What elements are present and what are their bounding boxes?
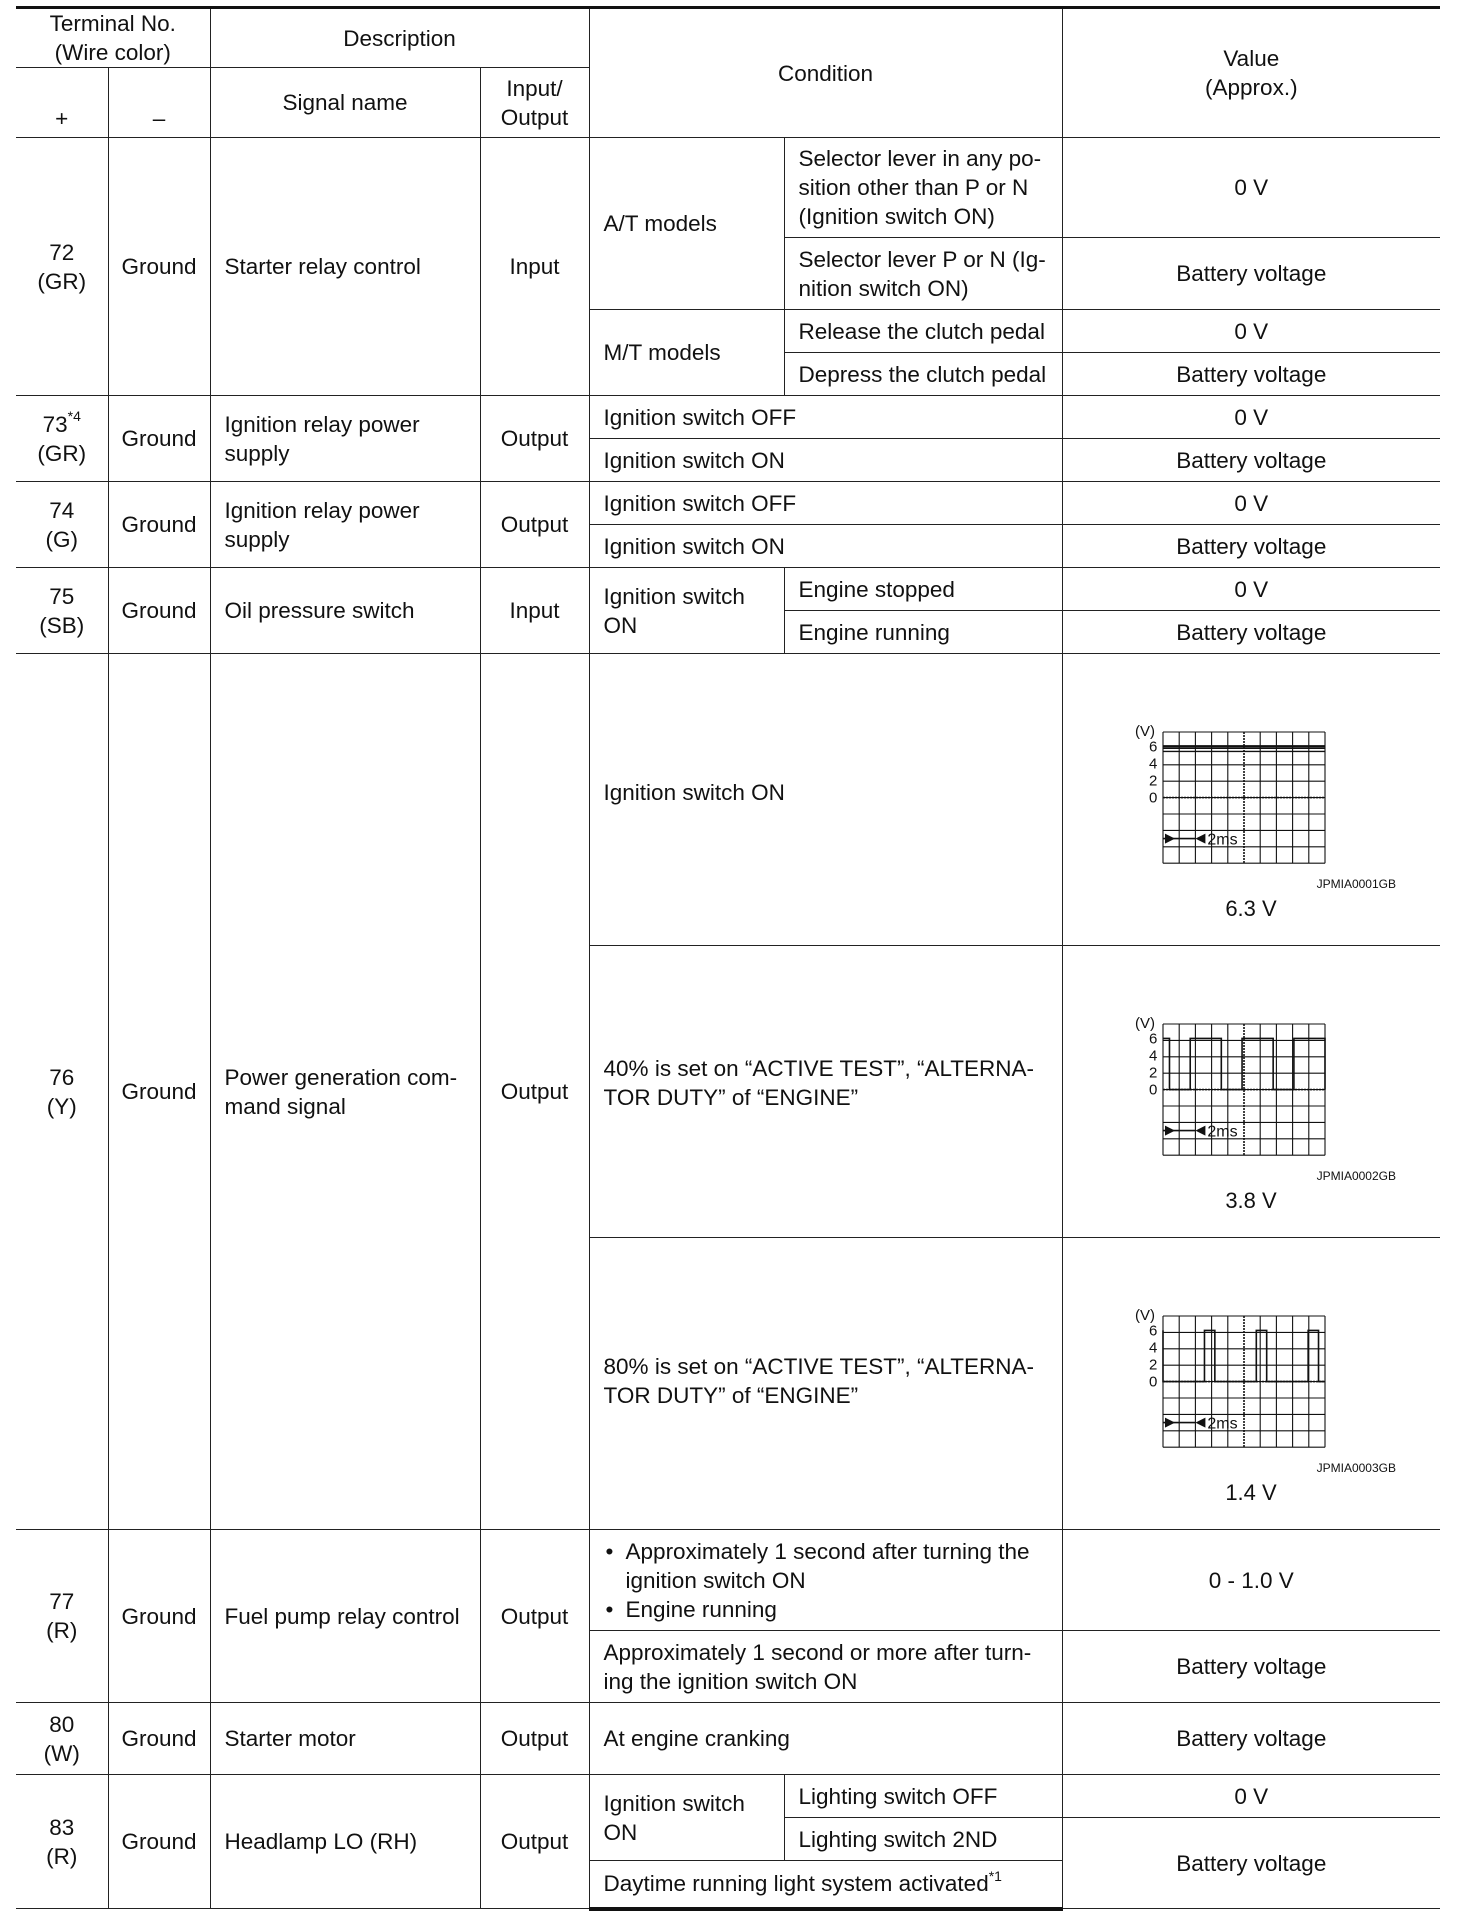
axis-labels bbox=[1135, 1307, 1157, 1391]
value-74-2: Battery voltage bbox=[1062, 525, 1440, 568]
at-condition-1: Selector lever in any po- sition other than P or N (Ignition switch ON) bbox=[784, 138, 1062, 238]
value-83-1: 0 V bbox=[1062, 1775, 1440, 1818]
value-75-2: Battery voltage bbox=[1062, 611, 1440, 654]
mt-value-1: 0 V bbox=[1062, 310, 1440, 353]
condition-74-2: Ignition switch ON bbox=[589, 525, 1062, 568]
signal-80: Starter motor bbox=[210, 1703, 480, 1775]
axis-tick-label: 2 bbox=[1149, 772, 1158, 790]
signal-72: Starter relay control bbox=[210, 138, 480, 396]
terminal-83: 83 (R) bbox=[16, 1775, 108, 1909]
value-75-1: 0 V bbox=[1062, 568, 1440, 611]
waveform-chart-2 bbox=[1081, 972, 1421, 1212]
axis-labels bbox=[1135, 1015, 1157, 1099]
waveform-value: 3.8 V bbox=[1225, 1187, 1277, 1212]
time-scale-arrow bbox=[1165, 1417, 1175, 1427]
io-73: Output bbox=[480, 396, 589, 482]
value-77-2: Battery voltage bbox=[1062, 1631, 1440, 1703]
terminal-75: 75 (SB) bbox=[16, 568, 108, 654]
axis-tick-label: 6 bbox=[1149, 1321, 1158, 1339]
minus-header: – bbox=[108, 68, 210, 138]
ground-77: Ground bbox=[108, 1530, 210, 1703]
value-74-1: 0 V bbox=[1062, 482, 1440, 525]
condition-75-1: Engine stopped bbox=[784, 568, 1062, 611]
axis-tick-label: 0 bbox=[1149, 1081, 1158, 1099]
value-80: Battery voltage bbox=[1062, 1703, 1440, 1775]
ground-73: Ground bbox=[108, 396, 210, 482]
condition-header: Condition bbox=[589, 8, 1062, 138]
terminal-76: 76 (Y) bbox=[16, 654, 108, 1530]
time-scale-arrow bbox=[1165, 1125, 1175, 1135]
condition-73-1: Ignition switch OFF bbox=[589, 396, 1062, 439]
axis-tick-label: 2 bbox=[1149, 1356, 1158, 1374]
axis-unit-label: (V) bbox=[1135, 1014, 1156, 1032]
io-75: Input bbox=[480, 568, 589, 654]
bullet-item: • Engine running bbox=[604, 1595, 1048, 1624]
time-scale-label: 2ms bbox=[1207, 1123, 1238, 1141]
time-scale-arrow bbox=[1165, 833, 1175, 843]
waveform-value: 6.3 V bbox=[1225, 895, 1277, 920]
time-scale-arrow bbox=[1196, 833, 1206, 843]
waveform-cell-3 bbox=[1062, 1238, 1440, 1530]
terminal-72: 72 (GR) bbox=[16, 138, 108, 396]
at-models-label: A/T models bbox=[589, 138, 784, 310]
condition-76-1: Ignition switch ON bbox=[589, 654, 1062, 946]
axis-tick-label: 4 bbox=[1149, 754, 1158, 772]
condition-75-main: Ignition switch ON bbox=[589, 568, 784, 654]
ground-74: Ground bbox=[108, 482, 210, 568]
axis-tick-label: 0 bbox=[1149, 1373, 1158, 1391]
axis-tick-label: 4 bbox=[1149, 1046, 1158, 1064]
condition-73-2: Ignition switch ON bbox=[589, 439, 1062, 482]
mt-models-label: M/T models bbox=[589, 310, 784, 396]
io-74: Output bbox=[480, 482, 589, 568]
axis-unit-label: (V) bbox=[1135, 1306, 1156, 1324]
value-73-1: 0 V bbox=[1062, 396, 1440, 439]
condition-75-2: Engine running bbox=[784, 611, 1062, 654]
condition-77-2: Approximately 1 second or more after turn- ing the ignition switch ON bbox=[589, 1631, 1062, 1703]
signal-83: Headlamp LO (RH) bbox=[210, 1775, 480, 1909]
io-76: Output bbox=[480, 654, 589, 1530]
signal-73: Ignition relay power supply bbox=[210, 396, 480, 482]
terminal-74: 74 (G) bbox=[16, 482, 108, 568]
condition-80: At engine cranking bbox=[589, 1703, 1062, 1775]
waveform-cell-1 bbox=[1062, 654, 1440, 946]
signal-77: Fuel pump relay control bbox=[210, 1530, 480, 1703]
axis-labels bbox=[1135, 723, 1157, 807]
axis-tick-label: 2 bbox=[1149, 1064, 1158, 1082]
signal-76: Power generation com- mand signal bbox=[210, 654, 480, 1530]
figure-code: JPMIA0001GB bbox=[1316, 876, 1397, 891]
at-condition-2: Selector lever P or N (Ig- nition switch ON) bbox=[784, 238, 1062, 310]
ground-75: Ground bbox=[108, 568, 210, 654]
description-header: Description bbox=[210, 8, 589, 68]
waveform-cell-2 bbox=[1062, 946, 1440, 1238]
condition-74-1: Ignition switch OFF bbox=[589, 482, 1062, 525]
waveform-value: 1.4 V bbox=[1225, 1479, 1277, 1504]
condition-76-2: 40% is set on “ACTIVE TEST”, “ALTERNA- TOR DUTY” of “ENGINE” bbox=[589, 946, 1062, 1238]
axis-unit-label: (V) bbox=[1135, 722, 1156, 740]
io-72: Input bbox=[480, 138, 589, 396]
figure-code: JPMIA0002GB bbox=[1316, 1168, 1397, 1183]
ground-76: Ground bbox=[108, 654, 210, 1530]
terminal-header: Terminal No. (Wire color) bbox=[16, 8, 210, 68]
axis-tick-label: 6 bbox=[1149, 1029, 1158, 1047]
condition-77-1 bbox=[589, 1530, 1062, 1631]
signal-75: Oil pressure switch bbox=[210, 568, 480, 654]
plus-header: + bbox=[16, 68, 108, 138]
io-77: Output bbox=[480, 1530, 589, 1703]
time-scale-label: 2ms bbox=[1207, 831, 1238, 849]
ground-83: Ground bbox=[108, 1775, 210, 1909]
waveform-chart-3 bbox=[1081, 1264, 1421, 1504]
value-73-2: Battery voltage bbox=[1062, 439, 1440, 482]
axis-tick-label: 0 bbox=[1149, 789, 1158, 807]
value-83-2: Battery voltage bbox=[1062, 1818, 1440, 1909]
waveform-chart-1 bbox=[1081, 680, 1421, 920]
value-header: Value (Approx.) bbox=[1062, 8, 1440, 138]
at-value-1: 0 V bbox=[1062, 138, 1440, 238]
terminal-77: 77 (R) bbox=[16, 1530, 108, 1703]
time-scale-arrow bbox=[1196, 1125, 1206, 1135]
ground-80: Ground bbox=[108, 1703, 210, 1775]
input-output-header: Input/ Output bbox=[480, 68, 589, 138]
time-scale-label: 2ms bbox=[1207, 1415, 1238, 1433]
axis-tick-label: 4 bbox=[1149, 1338, 1158, 1356]
io-83: Output bbox=[480, 1775, 589, 1909]
mt-condition-1: Release the clutch pedal bbox=[784, 310, 1062, 353]
axis-tick-label: 6 bbox=[1149, 737, 1158, 755]
mt-value-2: Battery voltage bbox=[1062, 353, 1440, 396]
time-scale-arrow bbox=[1196, 1417, 1206, 1427]
signal-74: Ignition relay power supply bbox=[210, 482, 480, 568]
terminal-spec-table bbox=[16, 6, 1440, 1911]
condition-83-main: Ignition switch ON bbox=[589, 1775, 784, 1861]
mt-condition-2: Depress the clutch pedal bbox=[784, 353, 1062, 396]
terminal-80: 80 (W) bbox=[16, 1703, 108, 1775]
condition-83-1: Lighting switch OFF bbox=[784, 1775, 1062, 1818]
ground-72: Ground bbox=[108, 138, 210, 396]
figure-code: JPMIA0003GB bbox=[1316, 1460, 1397, 1475]
signal-name-header: Signal name bbox=[210, 68, 480, 138]
io-80: Output bbox=[480, 1703, 589, 1775]
bullet-item: • Approximately 1 second after turning the ignition switch ON bbox=[604, 1537, 1048, 1595]
condition-83-3: Daytime running light system activated$^{*1}$ bbox=[589, 1861, 1062, 1909]
terminal-73: 73$^{*4}$ (GR) bbox=[16, 396, 108, 482]
condition-83-2: Lighting switch 2ND bbox=[784, 1818, 1062, 1861]
value-77-1: 0 - 1.0 V bbox=[1062, 1530, 1440, 1631]
at-value-2: Battery voltage bbox=[1062, 238, 1440, 310]
condition-76-3: 80% is set on “ACTIVE TEST”, “ALTERNA- TOR DUTY” of “ENGINE” bbox=[589, 1238, 1062, 1530]
